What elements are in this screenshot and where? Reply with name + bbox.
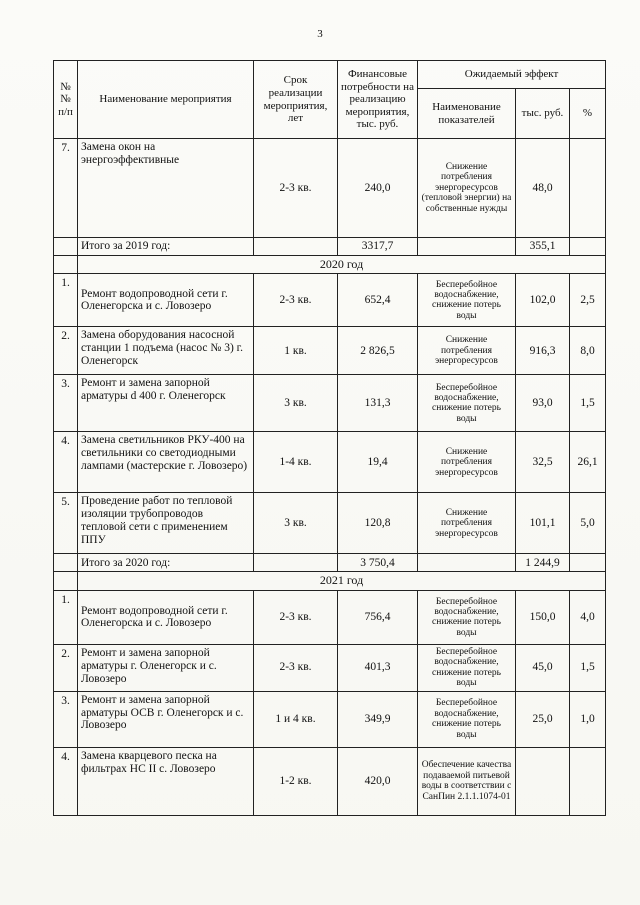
row-num: 5. (54, 493, 78, 554)
row-value: 150,0 (516, 590, 570, 644)
row-finance: 240,0 (338, 139, 418, 238)
row-term: 2-3 кв. (254, 590, 338, 644)
table-row (54, 274, 606, 327)
table-row (54, 590, 606, 644)
row-num: 2. (54, 644, 78, 691)
header-name: Наименование мероприятия (78, 61, 254, 139)
row-finance: 652,4 (338, 274, 418, 327)
table-row (54, 327, 606, 375)
row-value: 45,0 (516, 644, 570, 691)
header-term: Срок реализации мероприятия, лет (254, 61, 338, 139)
year-heading: 2020 год (78, 256, 606, 274)
row-term: 3 кв. (254, 493, 338, 554)
row-effect: Снижение потребления энергоресурсов (418, 432, 516, 493)
row-term: 1-4 кв. (254, 432, 338, 493)
row-name: Ремонт и замена запорной арматуры г. Оленегорск и с. Ловозеро (78, 644, 254, 691)
row-finance: 131,3 (338, 375, 418, 432)
row-term: 1 и 4 кв. (254, 691, 338, 747)
header-indicator: Наименование показателей (418, 89, 516, 139)
row-finance: 401,3 (338, 644, 418, 691)
table-header-row (54, 61, 606, 89)
row-value: 101,1 (516, 493, 570, 554)
row-value: 102,0 (516, 274, 570, 327)
row-num: 1. (54, 274, 78, 327)
row-effect: Обеспечение качества подаваемой питьевой воды в соответствии с СанПин 2.1.1.1074-01 (418, 747, 516, 815)
row-effect: Снижение потребления энергоресурсов (418, 493, 516, 554)
year-heading: 2021 год (78, 572, 606, 590)
row-term: 2-3 кв. (254, 139, 338, 238)
header-effect: Ожидаемый эффект (418, 61, 606, 89)
row-num: 1. (54, 590, 78, 644)
row-percent: 8,0 (570, 327, 606, 375)
row-name: Проведение работ по тепловой изоляции трубопроводов тепловой сети с применением ППУ (78, 493, 254, 554)
row-num: 7. (54, 139, 78, 238)
row-num: 4. (54, 747, 78, 815)
measures-table (53, 60, 606, 816)
row-value (516, 747, 570, 815)
row-term: 2-3 кв. (254, 644, 338, 691)
row-finance: 120,8 (338, 493, 418, 554)
row-value: 916,3 (516, 327, 570, 375)
year-row-2020 (54, 256, 606, 274)
row-finance: 2 826,5 (338, 327, 418, 375)
row-percent: 1,0 (570, 691, 606, 747)
page-number: 3 (317, 28, 323, 40)
row-effect: Снижение потребления энергоресурсов (418, 327, 516, 375)
row-value: 48,0 (516, 139, 570, 238)
row-num: 3. (54, 375, 78, 432)
row-term: 2-3 кв. (254, 274, 338, 327)
row-value: 25,0 (516, 691, 570, 747)
table-row (54, 691, 606, 747)
row-percent (570, 747, 606, 815)
table-row (54, 644, 606, 691)
row-effect: Бесперебойное водоснабжение, снижение потерь воды (418, 375, 516, 432)
header-thousand-rub: тыс. руб. (516, 89, 570, 139)
table-row (54, 747, 606, 815)
row-percent: 26,1 (570, 432, 606, 493)
total-value: 1 244,9 (516, 554, 570, 572)
header-num: №№ п/п (54, 61, 78, 139)
total-label: Итого за 2019 год: (78, 238, 254, 256)
total-row-2019 (54, 238, 606, 256)
row-name: Замена оборудования насосной станции 1 подъема (насос № 3) г. Оленегорск (78, 327, 254, 375)
row-term: 1 кв. (254, 327, 338, 375)
row-finance: 756,4 (338, 590, 418, 644)
row-name: Замена кварцевого песка на фильтрах НС II с. Ловозеро (78, 747, 254, 815)
row-percent: 5,0 (570, 493, 606, 554)
row-percent: 4,0 (570, 590, 606, 644)
table-row (54, 493, 606, 554)
row-name: Ремонт водопроводной сети г. Оленегорска и с. Ловозеро (78, 274, 254, 327)
row-value: 32,5 (516, 432, 570, 493)
total-finance: 3317,7 (338, 238, 418, 256)
row-percent: 1,5 (570, 644, 606, 691)
row-name: Ремонт и замена запорной арматуры ОСВ г. Оленегорск и с. Ловозеро (78, 691, 254, 747)
header-finance: Финансовые потребности на реализацию мероприятия, тыс. руб. (338, 61, 418, 139)
row-finance: 19,4 (338, 432, 418, 493)
row-effect: Бесперебойное водоснабжение, снижение потерь воды (418, 274, 516, 327)
row-percent: 2,5 (570, 274, 606, 327)
row-num: 4. (54, 432, 78, 493)
row-percent (570, 139, 606, 238)
row-effect: Бесперебойное водоснабжение, снижение потерь воды (418, 590, 516, 644)
table-row (54, 139, 606, 238)
total-value: 355,1 (516, 238, 570, 256)
row-percent: 1,5 (570, 375, 606, 432)
row-name: Замена светильников РКУ-400 на светильники со светодиодными лампами (мастерские г. Ловозеро) (78, 432, 254, 493)
header-percent: % (570, 89, 606, 139)
row-num: 3. (54, 691, 78, 747)
row-num: 2. (54, 327, 78, 375)
row-effect: Бесперебойное водоснабжение, снижение потерь воды (418, 644, 516, 691)
row-term: 1-2 кв. (254, 747, 338, 815)
year-row-2021 (54, 572, 606, 590)
row-effect: Снижение потребления энергоресурсов (тепловой энергии) на собственные нужды (418, 139, 516, 238)
row-value: 93,0 (516, 375, 570, 432)
row-finance: 420,0 (338, 747, 418, 815)
row-name: Ремонт водопроводной сети г. Оленегорска и с. Ловозеро (78, 590, 254, 644)
row-finance: 349,9 (338, 691, 418, 747)
total-finance: 3 750,4 (338, 554, 418, 572)
row-effect: Бесперебойное водоснабжение, снижение потерь воды (418, 691, 516, 747)
table-row (54, 432, 606, 493)
total-label: Итого за 2020 год: (78, 554, 254, 572)
row-name: Ремонт и замена запорной арматуры d 400 г. Оленегорск (78, 375, 254, 432)
row-name: Замена окон на энергоэффективные (78, 139, 254, 238)
row-term: 3 кв. (254, 375, 338, 432)
table-row (54, 375, 606, 432)
total-row-2020 (54, 554, 606, 572)
